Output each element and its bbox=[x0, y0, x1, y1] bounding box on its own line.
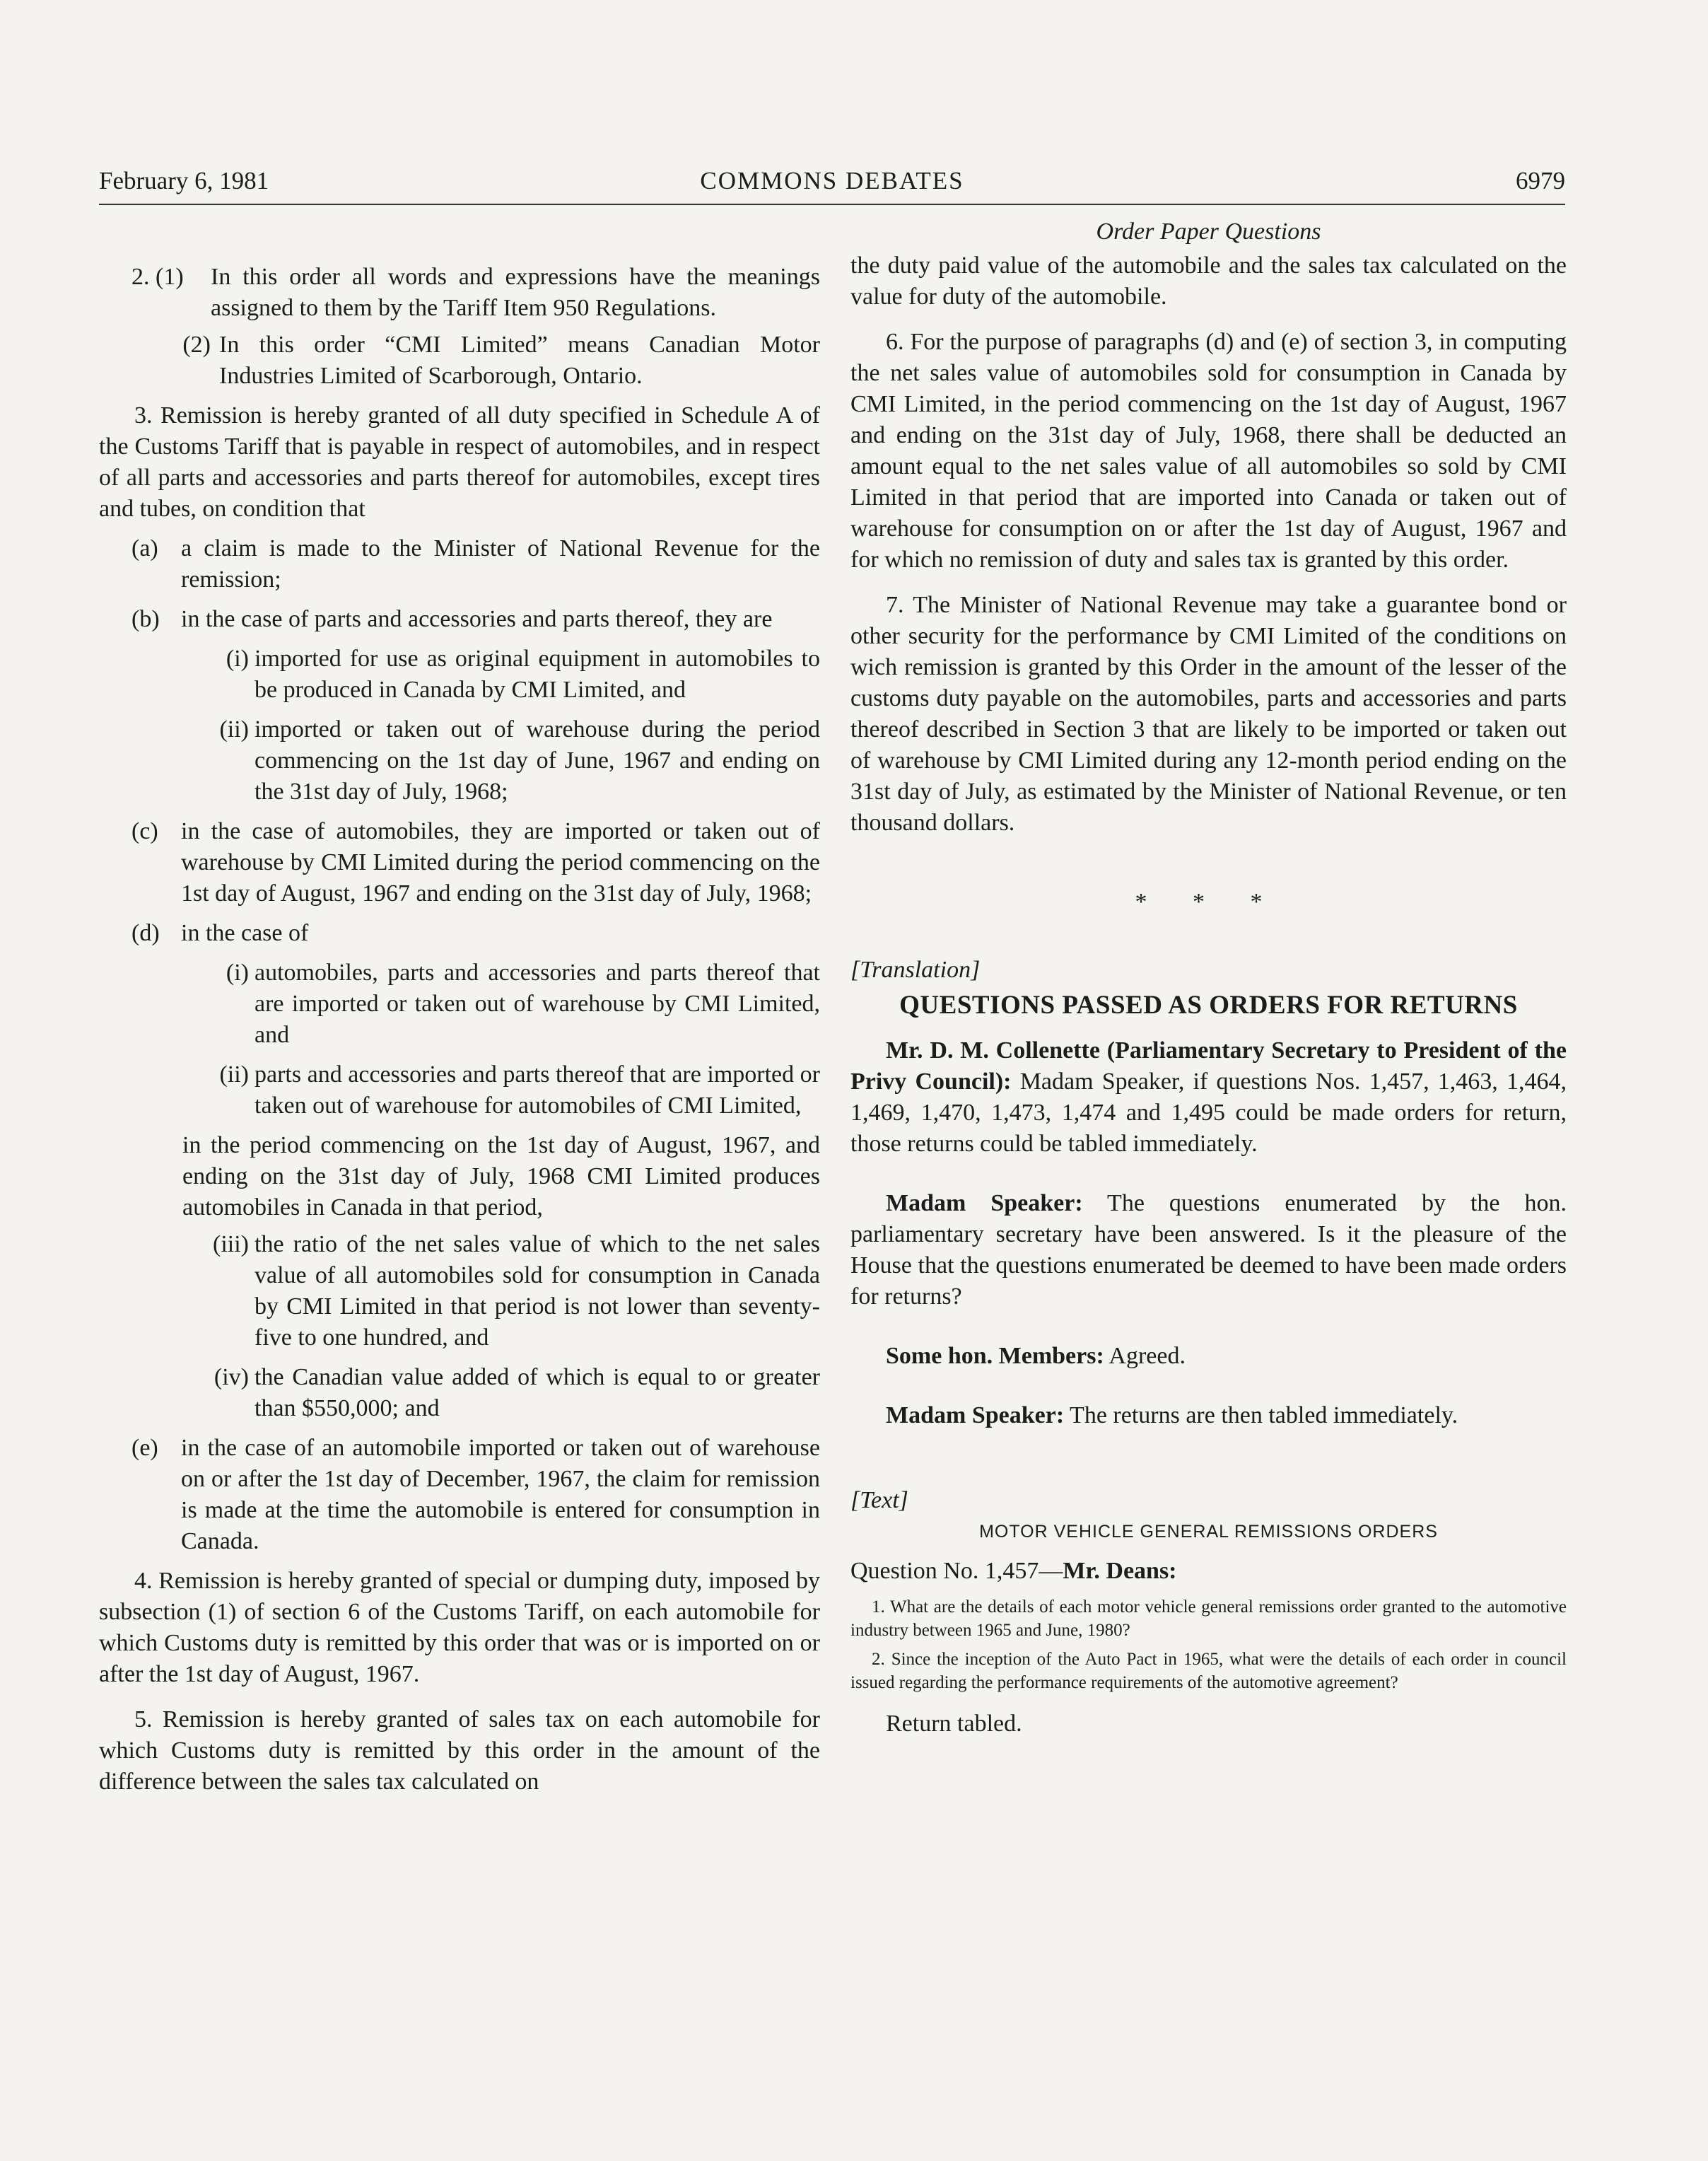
return-tabled: Return tabled. bbox=[886, 1711, 1022, 1737]
speaker-speech-1 bbox=[850, 1188, 1567, 1312]
para-e bbox=[99, 1433, 820, 1557]
question-1: 1. What are the details of each motor vehicle general remissions order granted to the automotive industry between 1965 and June, 1980? bbox=[850, 1597, 1567, 1640]
para-d-continuation: in the period commencing on the 1st day of August, 1967, and ending on the 31st day of July, 1968 CMI Limited produces automobiles in Canada in that period, bbox=[182, 1132, 820, 1221]
para-label: (d) bbox=[131, 920, 160, 946]
para-label: (e) bbox=[131, 1435, 158, 1461]
collenette-speech bbox=[850, 1035, 1567, 1160]
section-text: In this order all words and expressions have the meanings assigned to them by the Tariff Item 950 Regulations. bbox=[211, 264, 820, 321]
para-text: the ratio of the net sales value of which to the net sales value of all automobiles sold for consumption in Canada by CMI Limited in that period is not lower than seventy-five to one hundred, and bbox=[255, 1231, 820, 1351]
members-speech bbox=[850, 1341, 1567, 1372]
speech-text: Agreed. bbox=[1109, 1343, 1186, 1369]
para-b-ii bbox=[99, 714, 820, 808]
section-3: 3. Remission is hereby granted of all duty specified in Schedule A of the Customs Tariff that is payable in respect of automobiles, and in respect of all parts and accessories and parts thereof for automobiles, except tires and tubes, on condition that bbox=[99, 402, 820, 522]
section-5-continuation: the duty paid value of the automobile and the sales tax calculated on the value for duty of the automobile. bbox=[850, 252, 1567, 310]
para-d-ii bbox=[99, 1059, 820, 1122]
header-title: COMMONS DEBATES bbox=[700, 167, 964, 194]
para-text: in the case of an automobile imported or taken out of warehouse on or after the 1st day of December, 1967, the claim for remission is made at the time the automobile is entered for consumption in Canada. bbox=[181, 1435, 820, 1554]
section-2-1 bbox=[99, 262, 820, 324]
section-4: 4. Remission is hereby granted of special or dumping duty, imposed by subsection (1) of section 6 of the Customs Tariff, on each automobile for which Customs duty is remitted by this order that was or is imported on or after the 1st day of August, 1967. bbox=[99, 1568, 820, 1687]
para-text: in the case of bbox=[181, 920, 309, 946]
para-text: automobiles, parts and accessories and parts thereof that are imported or taken out of warehouse by CMI Limited, and bbox=[255, 960, 820, 1048]
para-b bbox=[99, 604, 820, 635]
para-label: (ii) bbox=[219, 1061, 249, 1088]
speaker-name: Madam Speaker: bbox=[886, 1402, 1065, 1428]
section-6: 6. For the purpose of paragraphs (d) and (e) of section 3, in computing the net sales value of automobiles sold for consumption in Canada by CMI Limited, in the period commencing on the 1st day of August, 1967 and ending on the 31st day of July, 1968, there shall be deducted an amount equal to the net sales value of all automobiles so sold by CMI Limited in that period that are imported into Canada or taken out of warehouse for consumption on or after the 1st day of August, 1967 and for which no remission of duty and sales tax is granted by this order. bbox=[850, 329, 1567, 573]
speaker-name: Some hon. Members: bbox=[886, 1343, 1104, 1369]
para-b-i bbox=[99, 643, 820, 706]
para-text: parts and accessories and parts thereof that are imported or taken out of warehouse for automobiles of CMI Limited, bbox=[255, 1061, 820, 1119]
section-7: 7. The Minister of National Revenue may take a guarantee bond or other security for the performance by CMI Limited of the conditions on wich remission is granted by this Order in the amount of the lesser of the customs duty payable on the automobiles, parts and accessories and parts thereof described in Section 3 that are likely to be imported or taken out of warehouse by CMI Limited during any 12-month period ending on the 31st day of July, as estimated by the Minister of National Revenue, or ten thousand dollars. bbox=[850, 592, 1567, 836]
speaker-name: Mr. D. M. Collenette (Parliamentary Secretary to President of the Privy Council): bbox=[850, 1037, 1567, 1095]
para-text: the Canadian value added of which is equal to or greater than $550,000; and bbox=[255, 1364, 820, 1421]
speech-text: The returns are then tabled immediately. bbox=[1070, 1402, 1458, 1428]
subheading: MOTOR VEHICLE GENERAL REMISSIONS ORDERS bbox=[979, 1522, 1438, 1542]
section-text: In this order “CMI Limited” means Canadian Motor Industries Limited of Scarborough, Ontario. bbox=[219, 332, 820, 389]
para-label: (iii) bbox=[213, 1231, 249, 1257]
para-d-i bbox=[99, 957, 820, 1051]
para-label: (ii) bbox=[219, 716, 249, 742]
speech-text: The questions enumerated by the hon. parliamentary secretary have been answered. Is it the pleasure of the House that the questions enumerated be deemed to have been made orders for returns? bbox=[850, 1190, 1567, 1310]
para-label: (a) bbox=[131, 535, 158, 561]
section-label: 2. (1) bbox=[131, 264, 184, 290]
right-column bbox=[850, 216, 1567, 1740]
para-d-iv bbox=[99, 1362, 820, 1424]
page-number: 6979 bbox=[1516, 167, 1565, 194]
para-d-iii bbox=[99, 1229, 820, 1353]
translation-tag: [Translation] bbox=[850, 957, 981, 983]
para-label: (c) bbox=[131, 818, 158, 844]
left-column bbox=[99, 262, 820, 1798]
para-d bbox=[99, 918, 820, 949]
section-5: 5. Remission is hereby granted of sales tax on each automobile for which Customs duty is remitted by this order in the amount of the difference between the sales tax calculated on bbox=[99, 1706, 820, 1795]
question-2: 2. Since the inception of the Auto Pact in 1965, what were the details of each order in council issued regarding the performance requirements of the automotive agreement? bbox=[850, 1650, 1567, 1692]
para-label: (i) bbox=[226, 960, 249, 986]
question-line bbox=[850, 1556, 1567, 1587]
para-text: in the case of automobiles, they are imported or taken out of warehouse by CMI Limited during the period commencing on the 1st day of August, 1967 and ending on the 31st day of July, 1968; bbox=[181, 818, 820, 907]
speaker-speech-2 bbox=[850, 1400, 1567, 1431]
questions-heading: QUESTIONS PASSED AS ORDERS FOR RETURNS bbox=[899, 991, 1518, 1020]
para-label: (b) bbox=[131, 606, 160, 632]
speech-text: Madam Speaker, if questions Nos. 1,457, 1,463, 1,464, 1,469, 1,470, 1,473, 1,474 and 1,495 could be made orders for return, those returns could be tabled immediately. bbox=[850, 1068, 1567, 1157]
section-label: Order Paper Questions bbox=[1096, 219, 1321, 245]
question-member: Mr. Deans: bbox=[1063, 1558, 1177, 1584]
para-label: (iv) bbox=[214, 1364, 249, 1390]
section-divider: * * * bbox=[1135, 889, 1282, 915]
para-text: in the case of parts and accessories and parts thereof, they are bbox=[181, 606, 773, 632]
para-c bbox=[99, 816, 820, 909]
para-text: imported or taken out of warehouse during the period commencing on the 1st day of June, 1967 and ending on the 31st day of July, 1968; bbox=[255, 716, 820, 805]
page-header bbox=[99, 167, 1565, 205]
para-text: imported for use as original equipment in automobiles to be produced in Canada by CMI Limited, and bbox=[255, 646, 820, 703]
text-tag: [Text] bbox=[850, 1487, 908, 1513]
speaker-name: Madam Speaker: bbox=[886, 1190, 1083, 1216]
para-text: a claim is made to the Minister of National Revenue for the remission; bbox=[181, 535, 820, 593]
header-date: February 6, 1981 bbox=[99, 167, 269, 194]
section-2-2 bbox=[99, 330, 820, 392]
section-label: (2) bbox=[182, 332, 211, 358]
para-a bbox=[99, 533, 820, 595]
question-label: Question No. 1,457— bbox=[850, 1558, 1063, 1584]
para-label: (i) bbox=[226, 646, 249, 672]
